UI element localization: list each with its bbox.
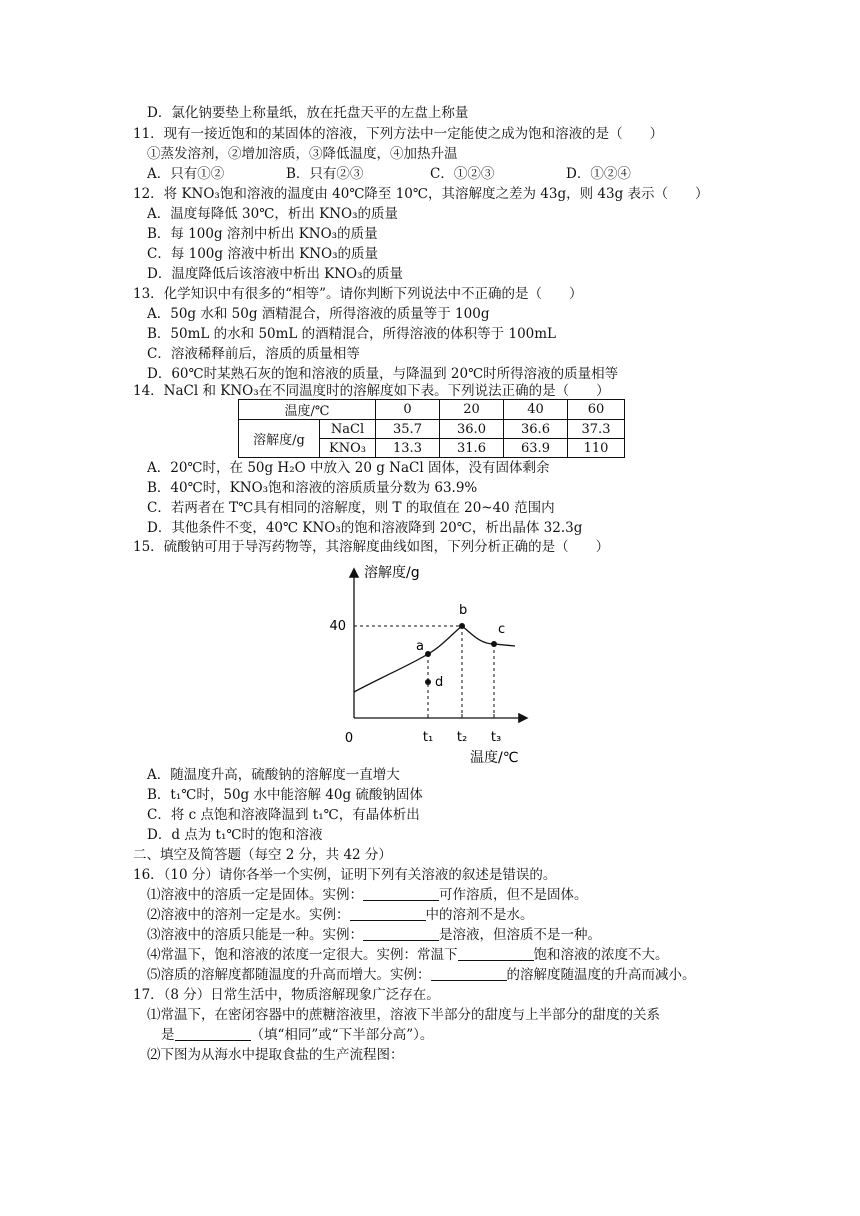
answer-blank[interactable] [175, 1026, 251, 1041]
table-sol-label: 溶解度/g [239, 420, 320, 458]
solubility-table [238, 399, 625, 458]
y-tick-label: 40 [329, 619, 346, 634]
q14-option-b: B．40℃时，KNO₃饱和溶液的溶质质量分数为 63.9% [147, 480, 478, 496]
q14-option-c: C．若两者在 T℃具有相同的溶解度，则 T 的取值在 20~40 范围内 [147, 500, 555, 516]
q11-option-b: B．只有②③ [286, 166, 364, 182]
q16-item-post: 是溶液，但溶质不是一种。 [439, 927, 601, 943]
table-cell: 63.9 [504, 439, 568, 458]
q15-stem: 15．硫酸钠可用于导泻药物等，其溶解度曲线如图，下列分析正确的是（ ） [133, 539, 610, 555]
q13-option-b: B．50mL 的水和 50mL 的酒精混合，所得溶液的体积等于 100mL [147, 326, 557, 342]
q15-option-c: C．将 c 点饱和溶液降温到 t₁℃，有晶体析出 [147, 807, 420, 823]
x-tick-label: t₂ [456, 730, 468, 745]
q11-option-c: C．①②③ [430, 166, 495, 182]
q16-item-pre: ⑷常温下，饱和溶液的浓度一定很大。实例：常温下 [147, 947, 458, 963]
q13-option-d: D．60℃时某熟石灰的饱和溶液的质量，与降温到 20℃时所得溶液的质量相等 [147, 366, 619, 382]
table-row-name: NaCl [320, 420, 376, 439]
q12-option-d: D．温度降低后该溶液中析出 KNO₃的质量 [147, 266, 403, 282]
table-temp: 40 [504, 400, 568, 420]
q16-item [147, 885, 588, 905]
q16-item-post: 的溶解度随温度的升高而减小。 [506, 967, 696, 983]
q11-stem: 11．现有一接近饱和的某固体的溶液，下列方法中一定能使之成为饱和溶液的是（ ） [133, 126, 664, 142]
point-label-d: d [435, 675, 444, 690]
table-cell: 36.6 [504, 420, 568, 439]
table-temp-label: 温度/℃ [239, 400, 376, 420]
q15-option-b: B．t₁℃时，50g 水中能溶解 40g 硫酸钠固体 [147, 787, 423, 803]
q11-option-d: D．①②④ [566, 166, 631, 182]
table-temp: 20 [440, 400, 504, 420]
point-label-a: a [416, 639, 424, 654]
table-row-name: KNO₃ [320, 439, 376, 458]
q14-option-d: D．其他条件不变，40℃ KNO₃的饱和溶液降到 20℃，析出晶体 32.3g [147, 520, 583, 536]
table-temp: 60 [568, 400, 625, 420]
q13-option-c: C．溶液稀释前后，溶质的质量相等 [147, 346, 360, 362]
x-tick-label: t₃ [490, 730, 502, 745]
q16-item [147, 965, 696, 985]
q17-stem: 17．（8 分）日常生活中，物质溶解现象广泛存在。 [133, 987, 440, 1003]
origin-label: 0 [344, 731, 354, 746]
q17-answer-post: （填“相同”或“下半部分高”）。 [250, 1027, 434, 1043]
table-cell: 36.0 [440, 420, 504, 439]
table-temp: 0 [376, 400, 440, 420]
q12-option-b: B．每 100g 溶剂中析出 KNO₃的质量 [147, 226, 378, 242]
q16-item-pre: ⑶溶液中的溶质只能是一种。实例： [147, 927, 363, 943]
q10-option-d: D．氯化钠要垫上称量纸，放在托盘天平的左盘上称量 [147, 105, 469, 121]
q16-item-post: 可作溶质，但不是固体。 [439, 887, 588, 903]
q17-part-1: ⑴常温下，在密闭容器中的蔗糖溶液里，溶液下半部分的甜度与上半部分的甜度的关系 [147, 1007, 660, 1023]
answer-blank[interactable] [431, 966, 507, 981]
point-label-b: b [459, 603, 468, 618]
q11-methods: ①蒸发溶剂，②增加溶质，③降低温度，④加热升温 [147, 146, 458, 162]
q14-stem: 14．NaCl 和 KNO₃在不同温度时的溶解度如下表。下列说法正确的是（ ） [133, 383, 610, 399]
table-cell: 110 [568, 439, 625, 458]
q12-option-a: A．温度每降低 30℃，析出 KNO₃的质量 [147, 206, 398, 222]
table-cell: 37.3 [568, 420, 625, 439]
q17-answer-pre: 是 [161, 1027, 175, 1043]
q16-item-post: 中的溶剂不是水。 [425, 907, 534, 923]
q13-option-a: A．50g 水和 50g 酒精混合，所得溶液的质量等于 100g [147, 306, 490, 322]
q11-option-a: A．只有①② [147, 166, 225, 182]
q14-option-a: A．20℃时，在 50g H₂O 中放入 20 g NaCl 固体，没有固体剩余 [147, 460, 550, 476]
q16-item [147, 945, 669, 965]
answer-blank[interactable] [363, 886, 439, 901]
q13-stem: 13．化学知识中有很多的“相等”。请你判断下列说法中不正确的是（ ） [133, 286, 583, 302]
point-c [491, 641, 497, 647]
x-axis-label: 温度/℃ [470, 750, 519, 766]
q12-stem: 12．将 KNO₃饱和溶液的温度由 40℃降至 10℃，其溶解度之差为 43g，则 43g 表示（ ） [133, 186, 709, 202]
point-d [425, 679, 431, 685]
y-axis-label: 溶解度/g [364, 565, 420, 581]
q16-item-pre: ⑴溶液中的溶质一定是固体。实例： [147, 887, 363, 903]
q16-item-pre: ⑵溶液中的溶剂一定是水。实例： [147, 907, 350, 923]
q16-item-post: 饱和溶液的浓度不大。 [533, 947, 669, 963]
answer-blank[interactable] [458, 946, 534, 961]
table-cell: 13.3 [376, 439, 440, 458]
point-label-c: c [498, 622, 506, 637]
q15-option-d: D．d 点为 t₁℃时的饱和溶液 [147, 827, 323, 843]
x-tick-label: t₁ [422, 730, 434, 745]
answer-blank[interactable] [363, 926, 439, 941]
table-cell: 35.7 [376, 420, 440, 439]
q16-stem: 16．（10 分）请你各举一个实例，证明下列有关溶液的叙述是错误的。 [133, 867, 557, 883]
section-2-heading: 二、填空及简答题（每空 2 分，共 42 分） [133, 847, 392, 863]
q15-option-a: A．随温度升高，硫酸钠的溶解度一直增大 [147, 767, 400, 783]
q16-item [147, 905, 534, 925]
point-b [459, 623, 465, 629]
solubility-curve-chart [320, 560, 540, 770]
q17-part-1-answer [161, 1025, 433, 1045]
answer-blank[interactable] [350, 906, 426, 921]
q16-item [147, 925, 601, 945]
q12-option-c: C．每 100g 溶液中析出 KNO₃的质量 [147, 246, 378, 262]
q16-item-pre: ⑸溶质的溶解度都随温度的升高而增大。实例： [147, 967, 431, 983]
point-a [425, 651, 431, 657]
table-cell: 31.6 [440, 439, 504, 458]
q17-part-2: ⑵下图为从海水中提取食盐的生产流程图： [147, 1047, 404, 1063]
